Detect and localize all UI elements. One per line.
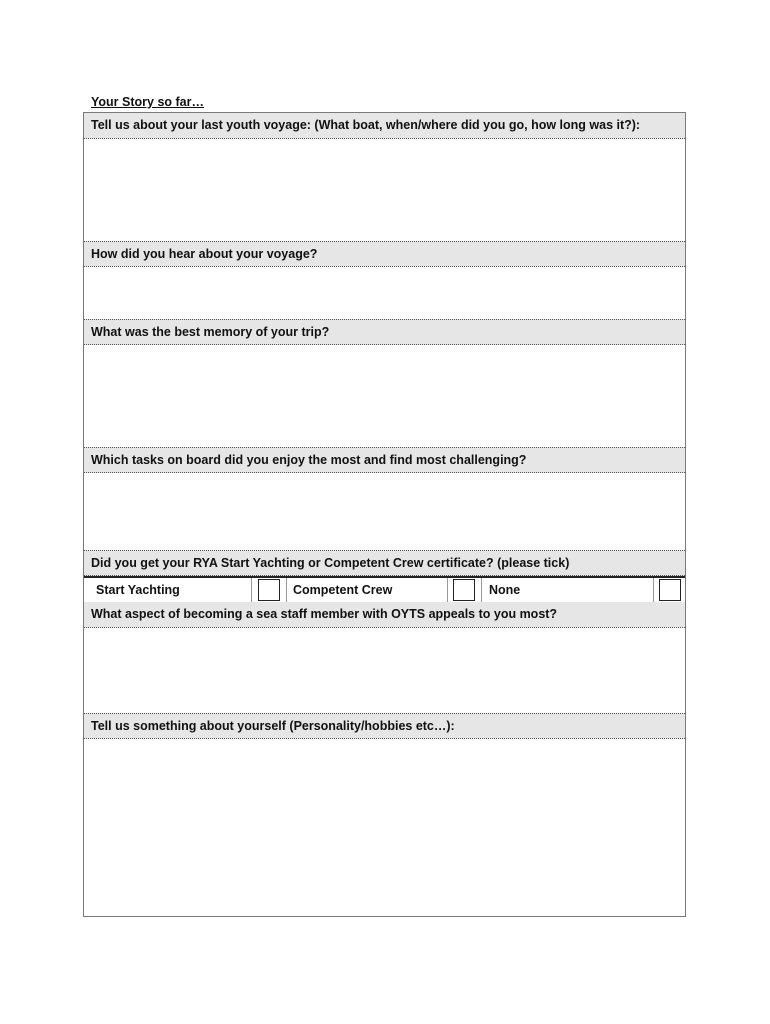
answer-yourself[interactable] [84,739,685,916]
question-certificate: Did you get your RYA Start Yachting or Competent Crew certificate? (please tick) [84,550,685,576]
start-yachting-checkbox[interactable] [258,579,280,601]
story-form [83,112,686,917]
certificate-options-row [84,576,685,602]
question-tasks: Which tasks on board did you enjoy the most and find most challenging? [84,447,685,473]
option-none-label: None [489,583,521,597]
cell-divider [653,578,654,602]
option-start-yachting-label: Start Yachting [96,583,180,597]
competent-crew-checkbox[interactable] [453,579,475,601]
question-yourself: Tell us something about yourself (Personality/hobbies etc…): [84,713,685,739]
cell-divider [447,578,448,602]
answer-best-memory[interactable] [84,345,685,447]
question-sea-staff: What aspect of becoming a sea staff member with OYTS appeals to you most? [84,602,685,628]
question-hear-about: How did you hear about your voyage? [84,241,685,267]
none-checkbox[interactable] [659,579,681,601]
question-best-memory: What was the best memory of your trip? [84,319,685,345]
option-competent-crew-label: Competent Crew [293,583,393,597]
answer-hear-about[interactable] [84,267,685,319]
answer-last-voyage[interactable] [84,139,685,241]
cell-divider [251,578,252,602]
section-title: Your Story so far… [91,95,204,109]
answer-sea-staff[interactable] [84,628,685,713]
question-last-voyage: Tell us about your last youth voyage: (What boat, when/where did you go, how long was it?): [84,113,685,139]
answer-tasks[interactable] [84,473,685,550]
